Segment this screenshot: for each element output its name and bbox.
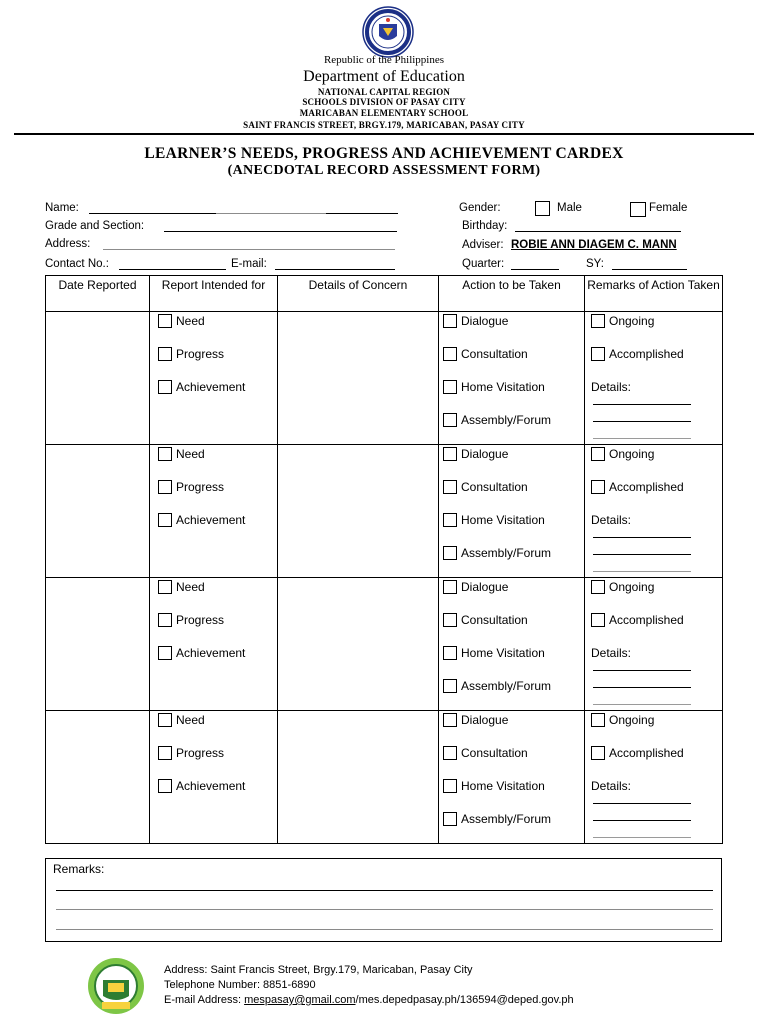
option-label: Accomplished: [609, 347, 684, 361]
details-label: Details:: [591, 646, 632, 660]
action-cell: [439, 578, 585, 711]
birthday-label: Birthday:: [462, 220, 508, 232]
report-option-need[interactable]: [158, 713, 205, 727]
details-line[interactable]: [593, 571, 691, 572]
remark-option-accomplished[interactable]: [591, 613, 684, 627]
checkbox-icon[interactable]: [443, 347, 457, 361]
date-reported-cell[interactable]: [46, 578, 150, 711]
action-option-dialogue[interactable]: [443, 713, 508, 727]
checkbox-icon[interactable]: [158, 480, 172, 494]
name-field-ext2: [326, 213, 398, 214]
details-concern-cell[interactable]: [278, 578, 439, 711]
option-label: Progress: [176, 480, 225, 494]
table-row: [46, 711, 723, 844]
department-line: Department of Education: [303, 68, 465, 85]
checkbox-icon[interactable]: [591, 480, 605, 494]
email-field[interactable]: [275, 269, 395, 270]
report-option-progress[interactable]: [158, 613, 224, 627]
action-cell: [439, 711, 585, 844]
grade-section-field[interactable]: [164, 231, 397, 232]
option-label: Need: [176, 580, 205, 594]
details-line[interactable]: [593, 670, 691, 671]
details-concern-cell[interactable]: [278, 711, 439, 844]
table-row: [46, 312, 723, 445]
col-remarks-action: Remarks of Action Taken: [585, 276, 723, 312]
report-option-progress[interactable]: [158, 480, 224, 494]
action-option-consultation[interactable]: [443, 347, 528, 361]
footer-email-rest: /mes.depedpasay.ph/136594@deped.gov.ph: [355, 994, 574, 1006]
action-option-home-visitation[interactable]: [443, 513, 545, 527]
details-concern-cell[interactable]: [278, 312, 439, 445]
checkbox-icon[interactable]: [443, 546, 457, 560]
option-label: Assembly/Forum: [461, 413, 552, 427]
name-label: Name:: [45, 202, 79, 214]
remarks-action-cell: [585, 445, 723, 578]
option-label: Dialogue: [461, 713, 509, 727]
action-option-dialogue[interactable]: [443, 447, 508, 461]
action-option-assembly-forum[interactable]: [443, 812, 551, 826]
option-label: Home Visitation: [461, 779, 545, 793]
checkbox-icon[interactable]: [443, 746, 457, 760]
birthday-field[interactable]: [515, 231, 681, 232]
option-label: Achievement: [176, 646, 246, 660]
name-field[interactable]: [89, 213, 216, 214]
action-option-home-visitation[interactable]: [443, 646, 545, 660]
option-label: Assembly/Forum: [461, 812, 552, 826]
report-option-progress[interactable]: [158, 347, 224, 361]
street-line: SAINT FRANCIS STREET, BRGY.179, MARICABAN, PASAY CITY: [243, 120, 525, 130]
name-field-ext: [216, 213, 326, 214]
checkbox-icon[interactable]: [591, 314, 605, 328]
remarks-action-cell: [585, 578, 723, 711]
deped-seal-icon: [362, 6, 414, 58]
remark-option-ongoing[interactable]: [591, 713, 654, 727]
footer-email-link[interactable]: mespasay@gmail.com: [244, 994, 356, 1006]
checkbox-icon[interactable]: [443, 812, 457, 826]
col-date-reported: Date Reported: [46, 276, 150, 312]
footer-email: [164, 994, 574, 1006]
sy-field[interactable]: [612, 269, 687, 270]
action-option-assembly-forum[interactable]: [443, 679, 551, 693]
option-label: Consultation: [461, 613, 528, 627]
male-checkbox[interactable]: [535, 201, 550, 216]
checkbox-icon[interactable]: [158, 347, 172, 361]
checkbox-icon[interactable]: [443, 779, 457, 793]
option-label: Dialogue: [461, 447, 509, 461]
report-intended-cell: [150, 445, 278, 578]
checkbox-icon[interactable]: [591, 713, 605, 727]
details-line[interactable]: [593, 837, 691, 838]
action-option-consultation[interactable]: [443, 746, 528, 760]
report-intended-cell: [150, 578, 278, 711]
action-option-assembly-forum[interactable]: [443, 413, 551, 427]
remarks-line[interactable]: [56, 929, 713, 930]
header-divider: [14, 133, 754, 135]
details-line[interactable]: [593, 704, 691, 705]
quarter-label: Quarter:: [462, 258, 505, 270]
col-action: Action to be Taken: [439, 276, 585, 312]
checkbox-icon[interactable]: [158, 646, 172, 660]
gender-label: Gender:: [459, 202, 501, 214]
checkbox-icon[interactable]: [591, 580, 605, 594]
table-row: [46, 578, 723, 711]
checkbox-icon[interactable]: [158, 314, 172, 328]
checkbox-icon[interactable]: [591, 746, 605, 760]
details-line[interactable]: [593, 421, 691, 422]
option-label: Need: [176, 447, 205, 461]
report-intended-cell: [150, 711, 278, 844]
details-line[interactable]: [593, 438, 691, 439]
checkbox-icon[interactable]: [158, 447, 172, 461]
option-label: Dialogue: [461, 580, 509, 594]
report-option-need[interactable]: [158, 580, 205, 594]
action-cell: [439, 312, 585, 445]
checkbox-icon[interactable]: [443, 646, 457, 660]
form-title: LEARNER’S NEEDS, PROGRESS AND ACHIEVEMENT CARDEX: [144, 145, 624, 162]
option-label: Need: [176, 713, 205, 727]
checkbox-icon[interactable]: [443, 380, 457, 394]
checkbox-icon[interactable]: [158, 713, 172, 727]
letterhead: [0, 0, 768, 135]
option-label: Ongoing: [609, 580, 655, 594]
checkbox-icon[interactable]: [443, 413, 457, 427]
remark-option-accomplished[interactable]: [591, 746, 684, 760]
action-option-consultation[interactable]: [443, 480, 528, 494]
details-label: Details:: [591, 779, 632, 793]
report-option-progress[interactable]: [158, 746, 224, 760]
action-option-assembly-forum[interactable]: [443, 546, 551, 560]
col-report-intended: Report Intended for: [150, 276, 278, 312]
quarter-field[interactable]: [511, 269, 559, 270]
option-label: Progress: [176, 746, 225, 760]
option-label: Accomplished: [609, 480, 684, 494]
option-label: Consultation: [461, 746, 528, 760]
action-option-home-visitation[interactable]: [443, 380, 545, 394]
female-checkbox[interactable]: [630, 202, 646, 217]
report-option-achievement[interactable]: [158, 380, 245, 394]
sy-label: SY:: [586, 258, 604, 270]
option-label: Dialogue: [461, 314, 509, 328]
remark-option-accomplished[interactable]: [591, 480, 684, 494]
report-option-achievement[interactable]: [158, 779, 245, 793]
remark-option-ongoing[interactable]: [591, 447, 654, 461]
details-label: Details:: [591, 380, 632, 394]
action-cell: [439, 445, 585, 578]
action-option-consultation[interactable]: [443, 613, 528, 627]
female-label: Female: [649, 202, 688, 214]
option-label: Home Visitation: [461, 646, 545, 660]
option-label: Progress: [176, 613, 225, 627]
option-label: Accomplished: [609, 746, 684, 760]
remark-option-ongoing[interactable]: [591, 580, 654, 594]
footer-phone: Telephone Number: 8851-6890: [164, 979, 316, 991]
col-details-concern: Details of Concern: [278, 276, 439, 312]
option-label: Home Visitation: [461, 380, 545, 394]
option-label: Achievement: [176, 513, 246, 527]
school-line: MARICABAN ELEMENTARY SCHOOL: [299, 108, 469, 118]
date-reported-cell[interactable]: [46, 312, 150, 445]
checkbox-icon[interactable]: [443, 580, 457, 594]
option-label: Ongoing: [609, 314, 655, 328]
contact-field[interactable]: [119, 269, 226, 270]
option-label: Accomplished: [609, 613, 684, 627]
adviser-label: Adviser:: [462, 239, 504, 251]
division-line: SCHOOLS DIVISION OF PASAY CITY: [302, 97, 466, 107]
checkbox-icon[interactable]: [158, 613, 172, 627]
checkbox-icon[interactable]: [443, 447, 457, 461]
checkbox-icon[interactable]: [591, 613, 605, 627]
address-label: Address:: [45, 238, 91, 250]
option-label: Ongoing: [609, 713, 655, 727]
action-option-dialogue[interactable]: [443, 580, 508, 594]
details-line[interactable]: [593, 687, 691, 688]
option-label: Consultation: [461, 480, 528, 494]
option-label: Assembly/Forum: [461, 546, 552, 560]
checkbox-icon[interactable]: [158, 380, 172, 394]
checkbox-icon[interactable]: [158, 513, 172, 527]
option-label: Consultation: [461, 347, 528, 361]
option-label: Need: [176, 314, 205, 328]
male-label: Male: [557, 202, 582, 214]
option-label: Achievement: [176, 779, 246, 793]
republic-line: Republic of the Philippines: [323, 54, 445, 66]
checkbox-icon[interactable]: [158, 779, 172, 793]
action-option-dialogue[interactable]: [443, 314, 508, 328]
adviser-value: ROBIE ANN DIAGEM C. MANN: [511, 239, 677, 251]
form-subtitle: (ANECDOTAL RECORD ASSESSMENT FORM): [227, 163, 541, 178]
remarks-box[interactable]: [45, 858, 722, 942]
option-label: Ongoing: [609, 447, 655, 461]
remarks-line[interactable]: [56, 890, 713, 891]
date-reported-cell[interactable]: [46, 711, 150, 844]
checkbox-icon[interactable]: [443, 513, 457, 527]
date-reported-cell[interactable]: [46, 445, 150, 578]
grade-section-label: Grade and Section:: [45, 220, 145, 232]
region-line: NATIONAL CAPITAL REGION: [317, 87, 451, 97]
option-label: Home Visitation: [461, 513, 545, 527]
cardex-table: [45, 275, 723, 844]
remarks-action-cell: [585, 312, 723, 445]
report-intended-cell: [150, 312, 278, 445]
details-line[interactable]: [593, 803, 691, 804]
action-option-home-visitation[interactable]: [443, 779, 545, 793]
email-label: E-mail:: [231, 258, 267, 270]
checkbox-icon[interactable]: [158, 580, 172, 594]
checkbox-icon[interactable]: [443, 314, 457, 328]
report-option-need[interactable]: [158, 314, 205, 328]
checkbox-icon[interactable]: [443, 480, 457, 494]
details-concern-cell[interactable]: [278, 445, 439, 578]
remark-option-ongoing[interactable]: [591, 314, 654, 328]
remarks-line[interactable]: [56, 909, 713, 910]
table-row: [46, 445, 723, 578]
report-option-need[interactable]: [158, 447, 205, 461]
checkbox-icon[interactable]: [591, 347, 605, 361]
footer-email-prefix: E-mail Address:: [164, 994, 245, 1006]
details-line[interactable]: [593, 554, 691, 555]
address-field[interactable]: [103, 249, 395, 250]
checkbox-icon[interactable]: [443, 679, 457, 693]
contact-label: Contact No.:: [45, 258, 109, 270]
remarks-action-cell: [585, 711, 723, 844]
option-label: Achievement: [176, 380, 246, 394]
report-option-achievement[interactable]: [158, 513, 245, 527]
details-line[interactable]: [593, 537, 691, 538]
remark-option-accomplished[interactable]: [591, 347, 684, 361]
footer-address: Address: Saint Francis Street, Brgy.179, Maricaban, Pasay City: [164, 964, 473, 976]
checkbox-icon[interactable]: [591, 447, 605, 461]
remarks-label: Remarks:: [53, 862, 105, 876]
details-line[interactable]: [593, 820, 691, 821]
checkbox-icon[interactable]: [443, 613, 457, 627]
details-line[interactable]: [593, 404, 691, 405]
report-option-achievement[interactable]: [158, 646, 245, 660]
checkbox-icon[interactable]: [443, 713, 457, 727]
checkbox-icon[interactable]: [158, 746, 172, 760]
school-logo-icon: [78, 956, 154, 1016]
table-header-row: [46, 276, 723, 312]
details-label: Details:: [591, 513, 632, 527]
option-label: Assembly/Forum: [461, 679, 552, 693]
option-label: Progress: [176, 347, 225, 361]
